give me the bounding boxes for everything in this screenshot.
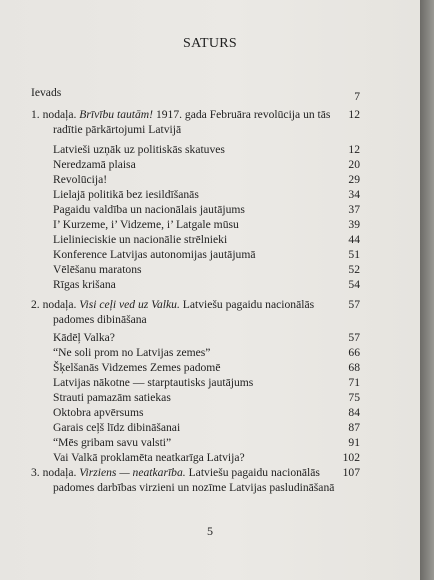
toc-section: Latvijas nākotne — starptautisks jautājums [53,376,254,389]
toc-section: Lielajā politikā bez iesildīšanās [53,188,199,201]
toc-page-number: 66 [348,346,360,359]
toc-section: Vēlēšanu maratons [53,263,142,276]
toc-page-number: 51 [348,248,360,261]
chapter-label: 3. nodaļa. [31,466,80,479]
toc-page-number: 52 [348,263,360,276]
toc-page-number: 91 [348,436,360,449]
page-number: 5 [207,524,213,538]
toc-section: I’ Kurzeme, i’ Vidzeme, i’ Latgale mūsu [53,218,239,231]
toc-section: Kādēļ Valka? [53,331,115,344]
toc-page-number: 57 [348,298,360,311]
chapter-subtitle: Latviešu pagaidu nacionālās [185,466,320,479]
toc-page-number: 7 [354,90,360,103]
toc-page-number: 29 [348,173,360,186]
chapter-title: Visi ceļi ved uz Valku. [79,298,180,311]
toc-section: Šķelšanās Vidzemes Zemes padomē [53,361,221,374]
toc-section: Vai Valkā proklamēta neatkarīga Latvija? [53,451,245,464]
toc-section: Latvieši uzņāk uz politiskās skatuves [53,143,225,156]
toc-page-number: 20 [348,158,360,171]
chapter-title: Virziens — neatkarība. [79,466,186,479]
toc-page-number: 34 [348,188,360,201]
toc-section: Garais ceļš līdz dibināšanai [53,421,181,434]
toc-page-number: 71 [348,376,360,389]
toc-page-number: 75 [348,391,360,404]
toc-chapter-3 [31,465,320,480]
toc-page-number: 84 [348,406,360,419]
toc-section: Strauti pamazām satiekas [53,391,171,404]
toc-page-number: 87 [348,421,360,434]
chapter-subtitle: 1917. gada Februāra revolūcija un tās [153,108,331,121]
toc-page-number: 12 [348,108,360,121]
toc-section: Lielinieciskie un nacionālie strēlnieki [53,233,228,246]
toc-section: “Ne soli prom no Latvijas zemes” [53,346,211,359]
page-edge-shadow [420,0,434,580]
toc-section: Rīgas krišana [53,278,116,291]
toc-section: Revolūcija! [53,173,108,186]
toc-chapter-1-continued: radītie pārkārtojumi Latvijā [53,123,182,136]
toc-page-number: 44 [348,233,360,246]
toc-chapter-3-continued: padomes darbības virzieni un nozīme Latvijas pasludināšanā [53,481,335,494]
toc-page-number: 57 [348,331,360,344]
toc-page-number: 12 [348,143,360,156]
chapter-title: Brīvību tautām! [79,108,154,121]
page-title: SATURS [183,36,237,51]
toc-section: Oktobra apvērsums [53,406,144,419]
toc-section: Neredzamā plaisa [53,158,136,171]
toc-chapter-2 [31,297,314,312]
toc-section: Pagaidu valdība un nacionālais jautājums [53,203,245,216]
chapter-label: 1. nodaļa. [31,108,80,121]
toc-page-number: 102 [342,451,360,464]
toc-page-number: 54 [348,278,360,291]
toc-page-number: 37 [348,203,360,216]
toc-entry-text: Ievads [31,86,62,99]
toc-chapter-2-continued: padomes dibināšana [53,313,147,326]
chapter-label: 2. nodaļa. [31,298,80,311]
toc-entry-ievads [31,85,61,100]
toc-section: “Mēs gribam savu valsti” [53,436,172,449]
chapter-subtitle: Latviešu pagaidu nacionālās [179,298,315,311]
toc-section: Konference Latvijas autonomijas jautājumā [53,248,256,261]
toc-chapter-1 [31,107,330,122]
toc-page-number: 39 [348,218,360,231]
toc-page-number: 68 [348,361,360,374]
toc-page-number: 107 [342,466,360,479]
